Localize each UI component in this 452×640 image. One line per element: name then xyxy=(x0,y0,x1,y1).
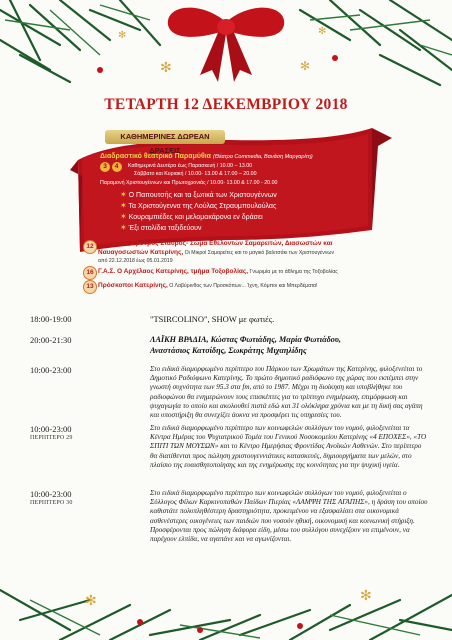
number-badge: 13 xyxy=(83,280,97,294)
number-badge: 4 xyxy=(112,162,122,172)
number-badge: 3 xyxy=(100,162,110,172)
daily-free-activities-label: ΚΑΘΗΜΕΡΙΝΕΣ ΔΩΡΕΑΝ ΔΡΑΣΕΙΣ xyxy=(105,130,225,144)
number-badge: 16 xyxy=(83,266,97,280)
pavilion-label: ΠΕΡΙΠΤΕΡΟ 29 xyxy=(30,435,73,441)
schedule-weekend: Σάββατο και Κυριακή / 10.00- 13.00 & 17.00 – 20.00 xyxy=(134,171,257,177)
svg-text:✻: ✻ xyxy=(85,594,97,609)
event-time: 10:00-23:00 xyxy=(30,365,72,375)
event-description: "TSIRCOLINO", SHOW με φωτιές. xyxy=(150,314,275,324)
schedule-holidays: Παραμονή Χριστουγέννων και Πρωτοχρονιάς / 10.00- 13.00 & 17.00 - 20.00 xyxy=(100,180,278,186)
activity-item: ✶ Τα Χριστούγεννα της Λούλας Στραυμπουλούλας xyxy=(120,201,277,210)
pavilion-label: ΠΕΡΙΠΤΕΡΟ 30 xyxy=(30,500,73,506)
star-icon: ✶ xyxy=(120,201,127,210)
event-description: Στο ειδικά διαμορφωμένο περίπτερο του Πάρκου των Χρωμάτων της Κατερίνης, φιλοξενείται το Δημοτικό Ραδιόφωνο Κατερίνης. Το πρώτο δημοτικό ραδιόφωνο της χώρας που εκπέμπει στην γνωστή συχνότητα των 95.3 στα fm, από το 1987. Μέχρι τη διοίκηση και υποβλήθηκε του ραδιοφώνου θα ενημερώνουν τους επισκέπτες για το τρίπτυχο ενημέρωση, επιμόρφωση και ψυχαγωγία το οποίο και ακολουθεί πιστά εδώ και 31 ολόκληρα χρόνια και με τη δική σας αγάπη και υποστήριξη θα συνεχίζει άοκνα να προσφέρει τις υπηρεσίες του. xyxy=(150,365,423,420)
red-cross-line2: Ναυαγοσωστών Κατερίνης, Οι Μικροί Σαμαρείτες και το μαγικό βαλιτσάκι των Χριστουγέννων xyxy=(98,249,335,256)
activity-item: ✶ Κουραμπιέδες και μελομακάρονα εν δράσει xyxy=(120,212,263,221)
svg-text:✻: ✻ xyxy=(318,26,327,37)
number-badge: 12 xyxy=(83,240,97,254)
page-title: ΤΕΤΑΡΤΗ 12 ΔΕΚΕΜΒΡΙΟΥ 2018 xyxy=(104,96,348,113)
event-time: 18:00-19:00 xyxy=(30,314,72,324)
snowflake-icon: ✻ xyxy=(160,61,172,76)
event-description: Στο ειδικά διαμορφωμένο περίπτερο των κοινωφελών συλλόγων του νομού, φιλοξενείται τα Κέντρα Ημέρας του Ψυχιατρικού Τομέα του Γενικού Νοσοκομείου Κατερίνης «4 ΕΠΟΧΕΣ», «ΤΟ ΣΠΙΤΙ ΤΩΝ ΜΟΥΣΩΝ» και το Κέντρο Ημερήσιας Φροντίδας Ανοϊκών Ασθενών. Στο περίπτερο θα διατίθενται προς πώληση χριστουγεννιάτικες κατασκευές, δημιουργήματα των μελών, στο πλαίσιο της ευαισθητοποίησης και της ενημέρωσης της κοινότητας για την ψυχική υγεία. xyxy=(150,424,427,469)
red-cross-line: Ελληνικός Ερυθρός Σταυρός- Σώμα Εθελοντών Σαμαρειτών, Διασωστών και xyxy=(98,240,333,247)
event-description: ΛΑΪΚΗ ΒΡΑΔΙΑ, Κώστας Φωτιάδης, Μαρία Φωτιάδου, Αναστάσιος Κατσίδης, Σωκράτης Μιχαηλίδης xyxy=(150,335,341,355)
theatre-title: Διαδραστικό θεατρικό Παραμύθια (Θέατρο Commedia, Βανάση Μαργαρίτη) xyxy=(100,153,313,160)
event-time: 20:00-21:30 xyxy=(30,335,72,345)
event-time: 10:00-23:00 xyxy=(30,489,72,499)
activity-item: ✶ Ο Παπουτσής και τα ξωτικά των Χριστουγέννων xyxy=(120,190,277,199)
archery-line: Γ.Α.Σ. Ο Αρχέλαος Κατερίνης, τμήμα Τοξοβολίας, Γνωριμία με το άθλημα της Τοξοβολίας xyxy=(98,268,338,275)
schedule-weekdays: Καθημερινά Δευτέρα έως Παρασκευή / 10.00 – 13.00 xyxy=(128,163,253,169)
svg-text:✻: ✻ xyxy=(360,589,372,604)
svg-text:✻: ✻ xyxy=(118,30,127,41)
star-icon: ✶ xyxy=(120,190,127,199)
svg-text:✻: ✻ xyxy=(300,59,311,73)
event-description: Στο ειδικά διαμορφωμένο περίπτερο των κοινωφελών συλλόγων του νομού, φιλοξενείται ο Σύλλογος Φίλων Καρκινοπαθών Παίδων Πιερίας «ΛΑΜΨΗ ΤΗΣ ΑΓΑΠΗΣ», η δράση του οποίου καθιστάτε πολυπληθέστερη δραστηριότητα, προκειμένου να εξασφαλίσει στα οικονομικά ασθενέστερες οικογένειες των παιδιών που νοσούν ηθική, οικονομική και κοινωνική στήριξη. Προσφέρονται προς πώληση διάφορα είδη, μέσω του συλλόγου συνεχίζουν να επιμένουν, να παρέχουν ελπίδα, να αγαπάνε και να αγωνίζονται. xyxy=(150,489,428,544)
red-cross-dates: από 22.12.2018 έως 05.01.2019 xyxy=(98,258,173,264)
activity-item: ✶ Έξι στολίδια ταξιδεύουν xyxy=(120,223,202,232)
scouts-line: Πρόσκοποι Κατερίνης, Ο Λαβύρινθος των Προσκόπων... Ίχνη, Κόμποι και Μπερδέματα! xyxy=(98,282,318,289)
event-time: 10:00-23:00 xyxy=(30,424,72,434)
star-icon: ✶ xyxy=(120,223,127,232)
garland-bottom-decoration xyxy=(0,560,452,640)
star-icon: ✶ xyxy=(120,212,127,221)
